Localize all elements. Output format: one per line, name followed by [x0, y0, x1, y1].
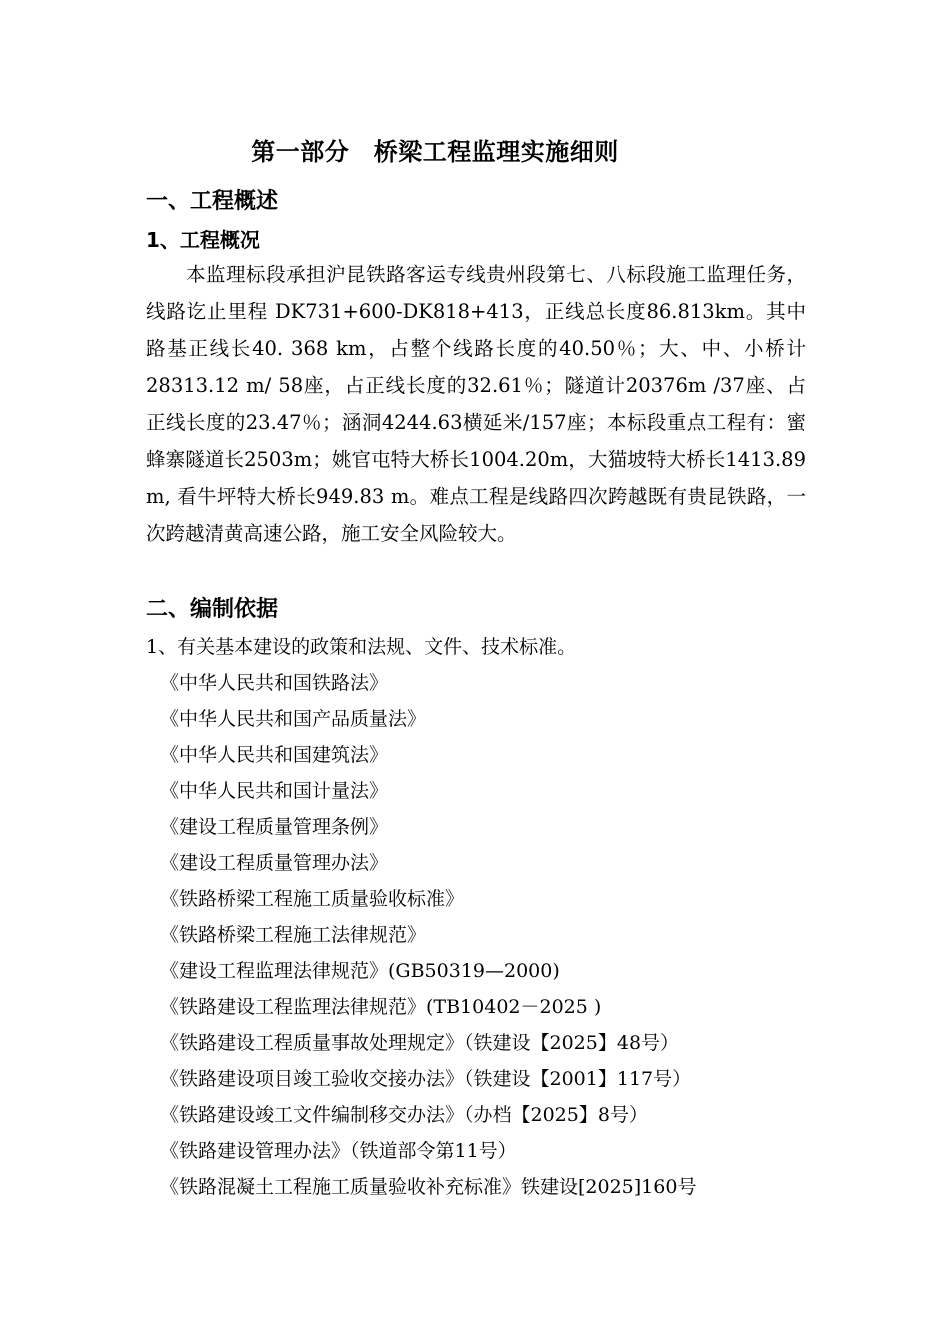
reference-item: 《建设工程质量管理条例》: [160, 816, 389, 838]
subsection-heading-overview: 1、工程概况: [146, 228, 260, 252]
reference-item: 《中华人民共和国计量法》: [160, 780, 389, 802]
reference-item: 《铁路桥梁工程施工质量验收标准》: [160, 888, 465, 910]
section-heading-overview: 一、工程概述: [146, 189, 279, 214]
reference-item: 《铁路混凝土工程施工质量验收补充标准》铁建设[2025]160号: [160, 1176, 697, 1198]
section-heading-basis: 二、编制依据: [146, 597, 279, 622]
reference-item: 《中华人民共和国建筑法》: [160, 744, 389, 766]
reference-item: 《建设工程监理法律规范》(GB50319—2000): [160, 960, 560, 982]
reference-item: 《铁路桥梁工程施工法律规范》: [160, 924, 427, 946]
overview-paragraph: 本监理标段承担沪昆铁路客运专线贵州段第七、八标段施工监理任务，线路讫止里程 DK731+600-DK818+413，正线总长度86.813km。其中路基正线长40. 368 km，占整个线路长度的40.50％；大、中、小桥计28313.12 m/ 58座，占正线长度的32.61％；隧道计20376m /37座、占正线长度的23.47％；涵洞4244.63横延米/157座；本标段重点工程有：蜜蜂寨隧道长2503m；姚官屯特大桥长1004.20m，大猫坡特大桥长1413.89 m, 看牛坪特大桥长949.83 m。难点工程是线路四次跨越既有贵昆铁路，一次跨越清黄高速公路，施工安全风险较大。: [146, 263, 806, 545]
reference-item: 《铁路建设管理办法》（铁道部令第11号）: [160, 1140, 517, 1162]
reference-item: 《铁路建设竣工文件编制移交办法》（办档【2025】8号）: [160, 1104, 648, 1126]
document-title: 第一部分 桥梁工程监理实施细则: [251, 138, 619, 166]
reference-item: 《铁路建设工程监理法律规范》(TB10402－2025 ): [160, 996, 602, 1018]
reference-item: 《建设工程质量管理办法》: [160, 852, 389, 874]
basis-item-1: 1、有关基本建设的政策和法规、文件、技术标准。: [146, 636, 577, 658]
reference-item: 《中华人民共和国铁路法》: [160, 672, 389, 694]
reference-item: 《铁路建设项目竣工验收交接办法》（铁建设【2001】117号）: [160, 1068, 692, 1090]
reference-item: 《中华人民共和国产品质量法》: [160, 708, 427, 730]
reference-item: 《铁路建设工程质量事故处理规定》（铁建设【2025】48号）: [160, 1032, 680, 1054]
